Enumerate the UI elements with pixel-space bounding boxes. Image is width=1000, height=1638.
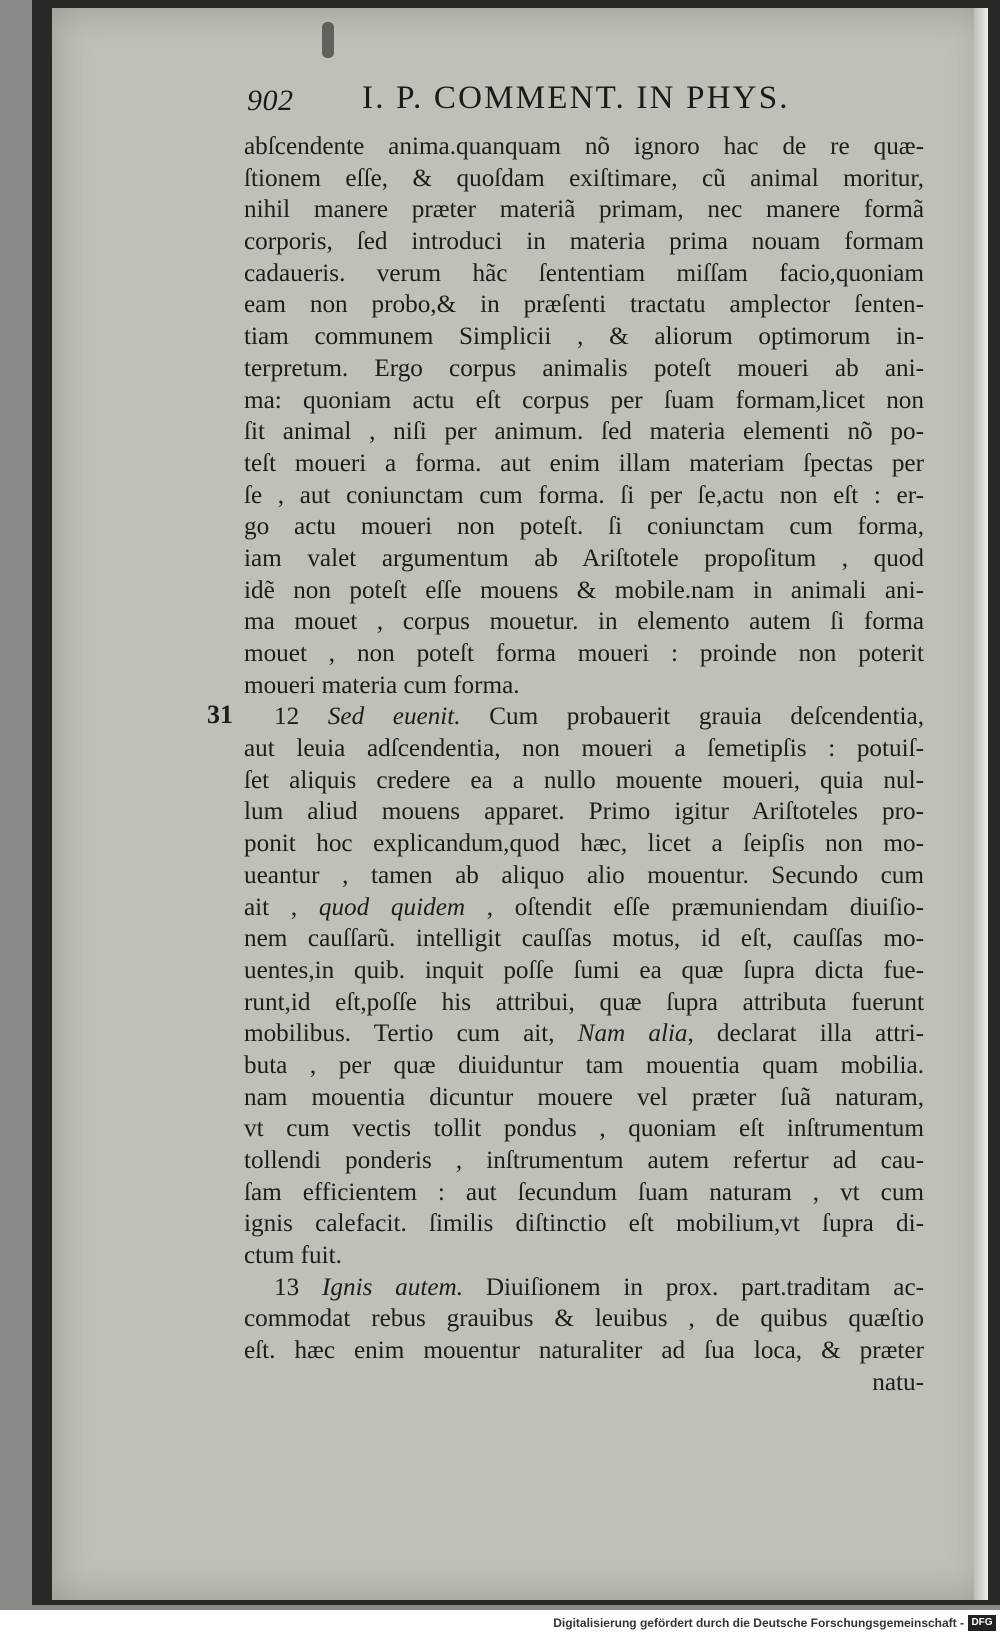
- text-line: terpretum. Ergo corpus animalis poteſt moueri ab ani-: [244, 354, 924, 382]
- page-edge: [974, 8, 988, 1600]
- text-line: ma: quoniam actu eſt corpus per ſuam formam,licet non: [244, 386, 924, 414]
- text-line: mouet , non poteſt forma moueri : proinde non poterit: [244, 640, 924, 667]
- body-text: [244, 131, 924, 1399]
- text-line: teſt moueri a forma. aut enim illam materiam ſpectas per: [244, 449, 924, 477]
- text-line: aut leuia adſcendentia, non moueri a ſemetipſis : potuiſ-: [244, 735, 924, 763]
- text-line: idẽ non poteſt eſſe mouens & mobile.nam in animali ani-: [244, 576, 924, 604]
- text-line: nem cauſſarũ. intelligit cauſſas motus, id eſt, cauſſas mo-: [244, 925, 924, 953]
- text-line: ctum fuit.: [244, 1242, 342, 1270]
- text-line: uentes,in quib. inquit poſſe ſumi ea quæ ſupra dicta fue-: [244, 956, 924, 984]
- footer-bar: [0, 1610, 1000, 1638]
- text-line: abſcendente anima.quanquam nõ ignoro hac de re quæ-: [244, 133, 924, 160]
- text-line: 13 Ignis autem. Diuiſionem in prox. part.traditam ac-: [274, 1273, 924, 1301]
- text-line: go actu moueri non poteſt. ſi coniunctam cum forma,: [244, 513, 924, 541]
- margin-note: 31: [207, 700, 233, 729]
- funding-notice: Digitalisierung gefördert durch die Deutsche Forschungsgemeinschaft -: [553, 1616, 964, 1630]
- text-line: eam non probo,& in præſenti tractatu amplector ſenten-: [244, 291, 924, 319]
- text-line: commodat rebus grauibus & leuibus , de quibus quæſtio: [244, 1305, 924, 1333]
- text-line: iam valet argumentum ab Ariſtotele propoſitum , quod: [244, 544, 924, 572]
- text-line: buta , per quæ diuiduntur tam mouentia quam mobilia.: [244, 1051, 924, 1079]
- text-line: ponit hoc explicandum,quod hæc, licet a ſeipſis non mo-: [244, 830, 924, 858]
- text-line: moueri materia cum forma.: [244, 671, 520, 699]
- ink-mark: [322, 22, 334, 58]
- text-line: cadaueris. verum hãc ſententiam miſſam facio,quoniam: [244, 259, 924, 287]
- text-line: 12 Sed euenit. Cum probauerit grauia deſcendentia,: [274, 703, 924, 731]
- text-line: ueantur , tamen ab aliquo alio mouentur. Secundo cum: [244, 861, 924, 889]
- text-line: vt cum vectis tollit pondus , quoniam eſt inſtrumentum: [244, 1115, 924, 1143]
- text-line: nihil manere præter materiã primam, nec manere formã: [244, 196, 924, 224]
- text-line: tollendi ponderis , inſtrumentum autem refertur ad cau-: [244, 1147, 924, 1174]
- text-line: ſam efficientem : aut ſecundum ſuam naturam , vt cum: [244, 1178, 924, 1206]
- running-head: [247, 80, 887, 126]
- text-line: ma mouet , corpus mouetur. in elemento autem ſi forma: [244, 608, 924, 636]
- text-line: ait , quod quidem , oſtendit eſſe præmuniendam diuiſio-: [244, 893, 924, 921]
- text-line: nam mouentia dicuntur mouere vel præter ſuã naturam,: [244, 1083, 924, 1111]
- dfg-logo-icon: DFG: [968, 1615, 996, 1631]
- text-line: ſit animal , niſi per animum. ſed materia elementi nõ po-: [244, 418, 924, 446]
- text-line: eſt. hæc enim mouentur naturaliter ad ſua loca, & præter: [244, 1337, 924, 1365]
- text-line: runt,id eſt,poſſe his attribui, quæ ſupra attributa fuerunt: [244, 988, 924, 1016]
- text-line: ſet aliquis credere ea a nullo mouente moueri, quia nul-: [244, 766, 924, 794]
- text-line: ſtionem eſſe, & quoſdam exiſtimare, cũ animal moritur,: [244, 164, 924, 192]
- page-number: 902: [247, 84, 294, 117]
- running-title: I. P. COMMENT. IN PHYS.: [362, 80, 790, 116]
- text-line: mobilibus. Tertio cum ait, Nam alia, declarat illa attri-: [244, 1020, 924, 1048]
- text-line: lum aliud mouens apparet. Primo igitur Ariſtoteles pro-: [244, 798, 924, 826]
- catchword: natu-: [872, 1368, 924, 1396]
- text-line: corporis, ſed introduci in materia prima nouam formam: [244, 228, 924, 256]
- text-line: tiam communem Simplicii , & aliorum optimorum in-: [244, 323, 924, 351]
- text-line: ignis calefacit. ſimilis diſtinctio eſt mobilium,vt ſupra di-: [244, 1210, 924, 1238]
- text-line: ſe , aut coniunctam cum forma. ſi per ſe,actu non eſt : er-: [244, 481, 924, 509]
